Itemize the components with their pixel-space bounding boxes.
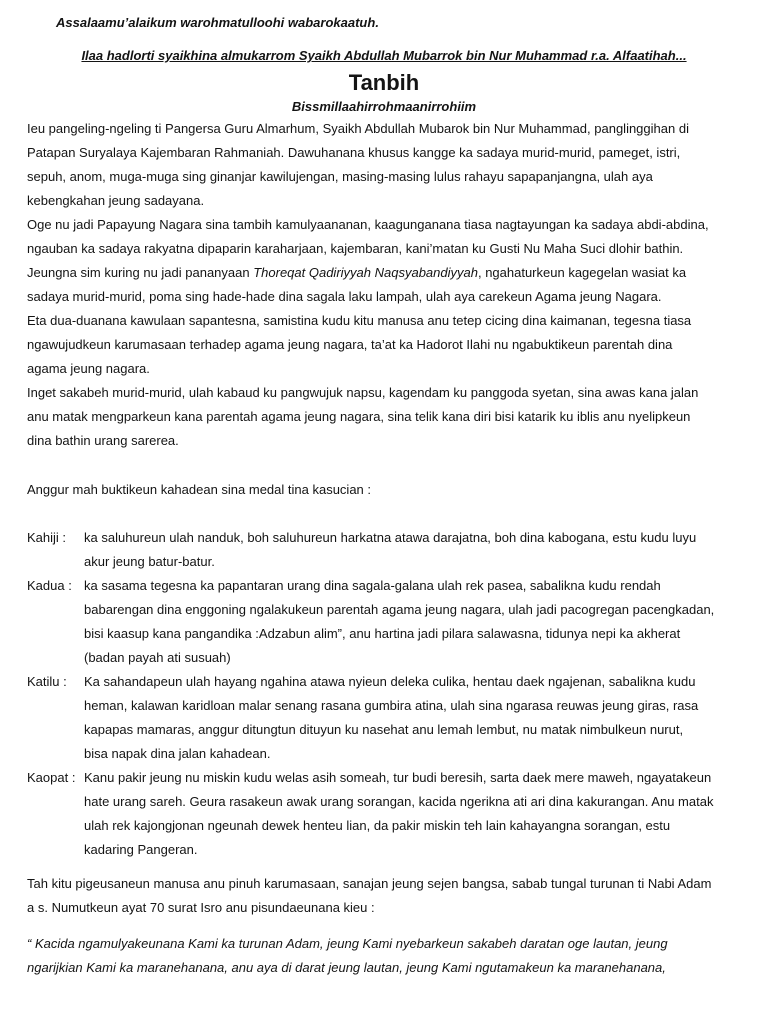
body-line: ngawujudkeun karumasaan terhadep agama jeung nagara, ta’at ka Hadorot Ilahi nu ngabuktikeun parentah dina xyxy=(27,337,673,352)
item-line: (badan payah ati susuah) xyxy=(84,650,231,665)
dedication: Ilaa hadlorti syaikhina almukarrom Syaikh Abdullah Mubarrok bin Nur Muhammad r.a. Alfaatihah... xyxy=(81,48,687,63)
item-line: ulah rek kajongjonan ngeunah dewek henteu lian, da pakir miskin teh lain kahayangna sorangan, estu xyxy=(84,818,671,833)
item-line: bisa napak dina jalan kahadean. xyxy=(84,746,271,761)
jeungna-line xyxy=(27,265,742,281)
intro-line: kebengkahan jeung sadayana. xyxy=(27,193,205,208)
body-line: Eta dua-duanana kawulaan sapantesna, samistina kudu kitu manusa anu tetep cicing dina kaimanan, tegesna tiasa xyxy=(27,313,692,328)
item-label-kaopat: Kaopat : xyxy=(27,770,76,785)
body-line: agama jeung nagara. xyxy=(27,361,150,376)
item-line: Kanu pakir jeung nu miskin kudu welas asih someah, tur budi beresih, sarta daek mere maweh, ngayatakeun xyxy=(84,770,712,785)
intro-line: sepuh, anom, muga-muga sing ginanjar kawilujengan, masing-masing lulus rahayu sapapanjangna, ulah aya xyxy=(27,169,653,184)
item-line: Ka sahandapeun ulah hayang ngahina atawa nyieun deleka culika, hentau daek ngajenan, sabalikna kudu xyxy=(84,674,696,689)
intro-line: Oge nu jadi Papayung Nagara sina tambih kamulyaananan, kaagunganana tiasa nagtayungan ka sadaya abdi-abdina, xyxy=(27,217,709,232)
body-line: dina bathin urang sarerea. xyxy=(27,433,179,448)
item-line: heman, kalawan karidloan malar senang rasana gumbira atina, ulah sina ngarasa reuwas jeung giras, rasa xyxy=(84,698,699,713)
item-line: ka saluhureun ulah nanduk, boh saluhureun harkatna atawa darajatna, boh dina kabogana, estu kudu luyu xyxy=(84,530,697,545)
item-line: hate urang sareh. Geura rasakeun awak urang sorangan, kacida ngerikna ati ari dina kakurangan. Anu matak xyxy=(84,794,714,809)
intro-line: Patapan Suryalaya Kajembaran Rahmaniah. Dawuhanana khusus kangge ka sadaya murid-murid, pameget, istri, xyxy=(27,145,681,160)
quote-line: “ Kacida ngamulyakeunana Kami ka turunan Adam, jeung Kami nyebarkeun sakabeh daratan oge lautan, jeung xyxy=(27,936,668,951)
page-title: Tanbih xyxy=(348,70,420,95)
item-line: kadaring Pangeran. xyxy=(84,842,198,857)
item-line: ka sasama tegesna ka papantaran urang dina sagala-galana ulah rek pasea, sabalikna kudu rendah xyxy=(84,578,661,593)
basmalah: Bissmillaahirrohmaanirrohiim xyxy=(291,99,477,114)
item-line: akur jeung batur-batur. xyxy=(84,554,215,569)
item-label-kahiji: Kahiji : xyxy=(27,530,67,545)
jeungna-after: , ngahaturkeun kagegelan wasiat ka xyxy=(477,265,687,280)
intro-line: ngauban ka sadaya rakyatna dipaparin karaharjaan, kajembaran, kani’matan ku Gusti Nu Maha Suci dlohir bathin. xyxy=(27,241,684,256)
body-line: Inget sakabeh murid-murid, ulah kabaud ku pangwujuk napsu, kagendam ku panggoda syetan, sina awas kana jalan xyxy=(27,385,699,400)
thoreqat-name: Thoreqat Qadiriyyah Naqsyabandiyyah xyxy=(253,265,478,280)
anggur-line: Anggur mah buktikeun kahadean sina medal tina kasucian : xyxy=(27,482,371,497)
item-line: bisi kaasup kana pangandika :Adzabun alim”, anu hartina jadi pilara salawasna, tidunya nepi ka akherat xyxy=(84,626,681,641)
item-line: kapapas mamaras, anggur ditungtun dituyun ku nasehat anu lemah lembut, nu matak nimbulkeun nurut, xyxy=(84,722,684,737)
body-line: sadaya murid-murid, poma sing hade-hade dina sagala laku lampah, ulah aya carekeun Agama jeung Nagara. xyxy=(27,289,662,304)
body-line: anu matak mengparkeun kana parentah agama jeung nagara, sina telik kana diri bisi katarik ku iblis anu nyelipkeun xyxy=(27,409,691,424)
jeungna-before: Jeungna sim kuring nu jadi pananyaan xyxy=(27,265,254,280)
greeting: Assalaamu’alaikum warohmatulloohi wabarokaatuh. xyxy=(56,15,379,30)
item-line: babarengan dina enggoning ngalakukeun parentah agama jeung nagara, ulah jadi pacogregan pacengkadan, xyxy=(84,602,715,617)
item-label-kadua: Kadua : xyxy=(27,578,72,593)
closing-line: Tah kitu pigeusaneun manusa anu pinuh karumasaan, sanajan jeung sejen bangsa, sabab tungal turunan ti Nabi Adam xyxy=(27,876,712,891)
closing-line: a s. Numutkeun ayat 70 surat Isro anu pisundaeunana kieu : xyxy=(27,900,375,915)
quote-line: ngarijkian Kami ka maranehanana, anu aya di darat jeung lautan, jeung Kami ngutamakeun ka maranehanana, xyxy=(27,960,666,975)
intro-line: Ieu pangeling-ngeling ti Pangersa Guru Almarhum, Syaikh Abdullah Mubarok bin Nur Muhammad, panglinggihan di xyxy=(27,121,689,136)
item-label-katilu: Katilu : xyxy=(27,674,67,689)
